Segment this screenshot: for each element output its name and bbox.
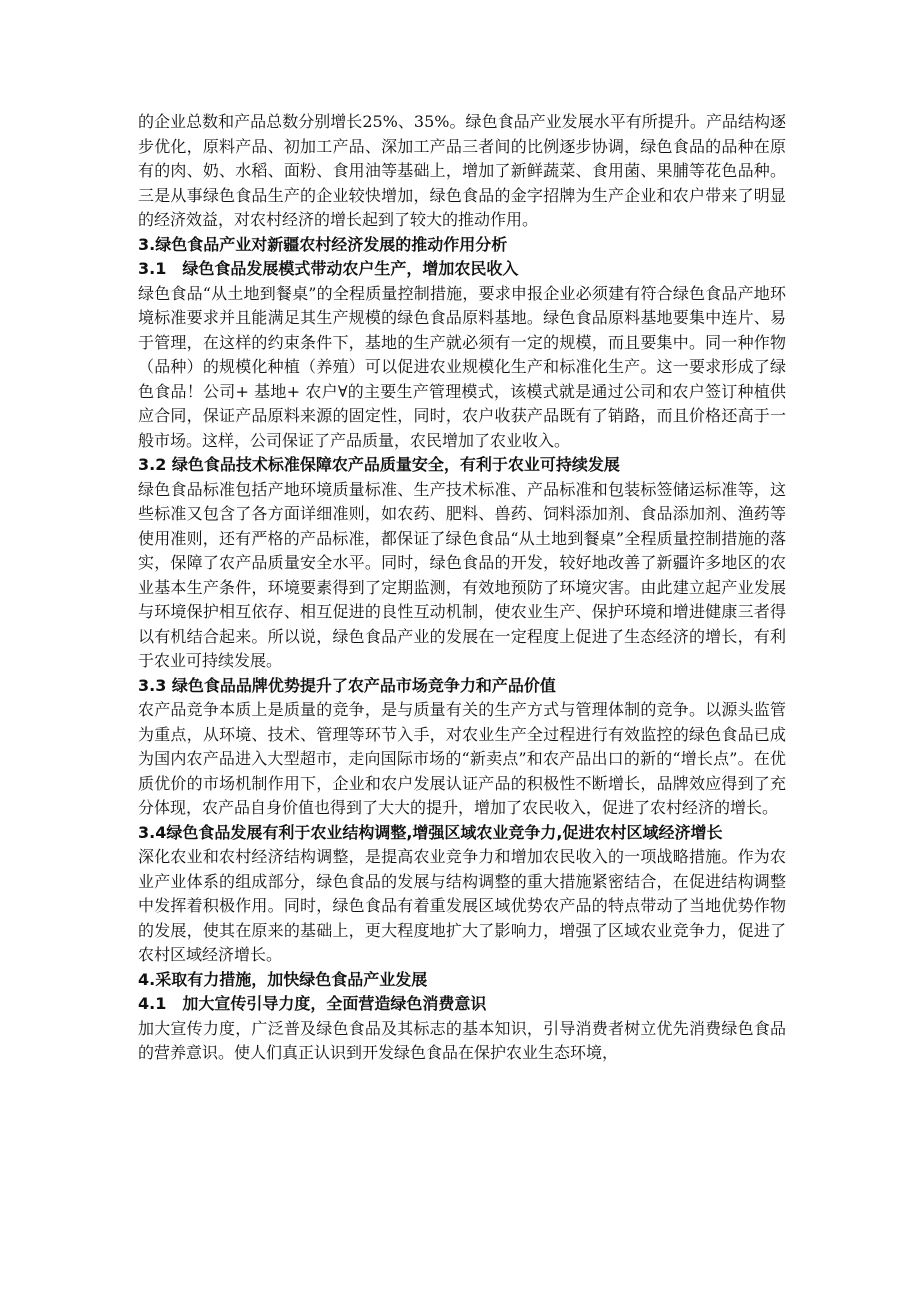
paragraph-4-1: 加大宣传力度，广泛普及绿色食品及其标志的基本知识，引导消费者树立优先消费绿色食品的营养意识。使人们真正认识到开发绿色食品在保护农业生态环境，	[138, 1018, 786, 1062]
paragraph-3-4: 深化农业和农村经济结构调整，是提高农业竞争力和增加农民收入的一项战略措施。作为农业产业体系的组成部分，绿色食品的发展与结构调整的重大措施紧密结合，在促进结构调整中发挥着积极作用。同时，绿色食品有着重发展区域优势农产品的特点带动了当地优势作物的发展，使其在原来的基础上，更大程度地扩大了影响力，增强了区域农业竞争力，促进了农村区域经济增长。	[138, 847, 786, 964]
subsection-heading-3-2: 3.2 绿色食品技术标准保障农产品质量安全，有利于农业可持续发展	[138, 455, 620, 474]
subsection-heading-3-1: 3.1 绿色食品发展模式带动农户生产，增加农民收入	[138, 259, 519, 278]
document-body	[138, 110, 786, 1066]
paragraph-3-1: 绿色食品“从土地到餐桌”的全程质量控制措施，要求申报企业必须建有符合绿色食品产地环境标准要求并且能满足其生产规模的绿色食品原料基地。绿色食品原料基地要集中连片、易于管理，在这样的约束条件下，基地的生产就必须有一定的规模，而且要集中。同一种作物（品种）的规模化种植（养殖）可以促进农业规模化生产和标准化生产。这一要求形成了绿色食品！公司+ 基地+ 农户∀的主要生产管理模式，该模式就是通过公司和农户签订种植供应合同，保证产品原料来源的固定性，同时，农户收获产品既有了销路，而且价格还高于一般市场。这样，公司保证了产品质量，农民增加了农业收入。	[138, 283, 786, 450]
section-heading-3: 3.绿色食品产业对新疆农村经济发展的推动作用分析	[138, 234, 508, 254]
subsection-heading-3-4: 3.4绿色食品发展有利于农业结构调整,增强区域农业竞争力,促进农村区域经济增长	[138, 822, 723, 842]
paragraph-3-2: 绿色食品标准包括产地环境质量标准、生产技术标准、产品标准和包装标签储运标准等，这些标准又包含了各方面详细准则，如农药、肥料、兽药、饲料添加剂、食品添加剂、渔药等使用准则，还有严格的产品标准，都保证了绿色食品“从土地到餐桌”全程质量控制措施的落实，保障了农产品质量安全水平。同时，绿色食品的开发，较好地改善了新疆许多地区的农业基本生产条件，环境要素得到了定期监测，有效地预防了环境灾害。由此建立起产业发展与环境保护相互依存、相互促进的良性互动机制，使农业生产、保护环境和增进健康三者得以有机结合起来。所以说，绿色食品产业的发展在一定程度上促进了生态经济的增长，有利于农业可持续发展。	[138, 479, 786, 670]
section-heading-4: 4.采取有力措施，加快绿色食品产业发展	[138, 969, 428, 989]
paragraph-3-3: 农产品竞争本质上是质量的竞争，是与质量有关的生产方式与管理体制的竞争。以源头监管为重点，从环境、技术、管理等环节入手，对农业生产全过程进行有效监控的绿色食品已成为国内农产品进入大型超市，走向国际市场的“新卖点”和农产品出口的新的“增长点”。在优质优价的市场机制作用下，企业和农户发展认证产品的积极性不断增长，品牌效应得到了充分体现，农产品自身价值也得到了大大的提升，增加了农民收入，促进了农村经济的增长。	[138, 700, 786, 817]
subsection-heading-4-1: 4.1 加大宣传引导力度，全面营造绿色消费意识	[138, 994, 487, 1013]
paragraph-intro: 的企业总数和产品总数分别增长25%、35%。绿色食品产业发展水平有所提升。产品结构逐步优化，原料产品、初加工产品、深加工产品三者间的比例逐步协调，绿色食品的品种在原有的肉、奶、水稻、面粉、食用油等基础上，增加了新鲜蔬菜、食用菌、果脯等花色品种。三是从事绿色食品生产的企业较快增加，绿色食品的金字招牌为生产企业和农户带来了明显的经济效益，对农村经济的增长起到了较大的推动作用。	[138, 112, 786, 229]
subsection-heading-3-3: 3.3 绿色食品品牌优势提升了农产品市场竞争力和产品价值	[138, 675, 556, 695]
